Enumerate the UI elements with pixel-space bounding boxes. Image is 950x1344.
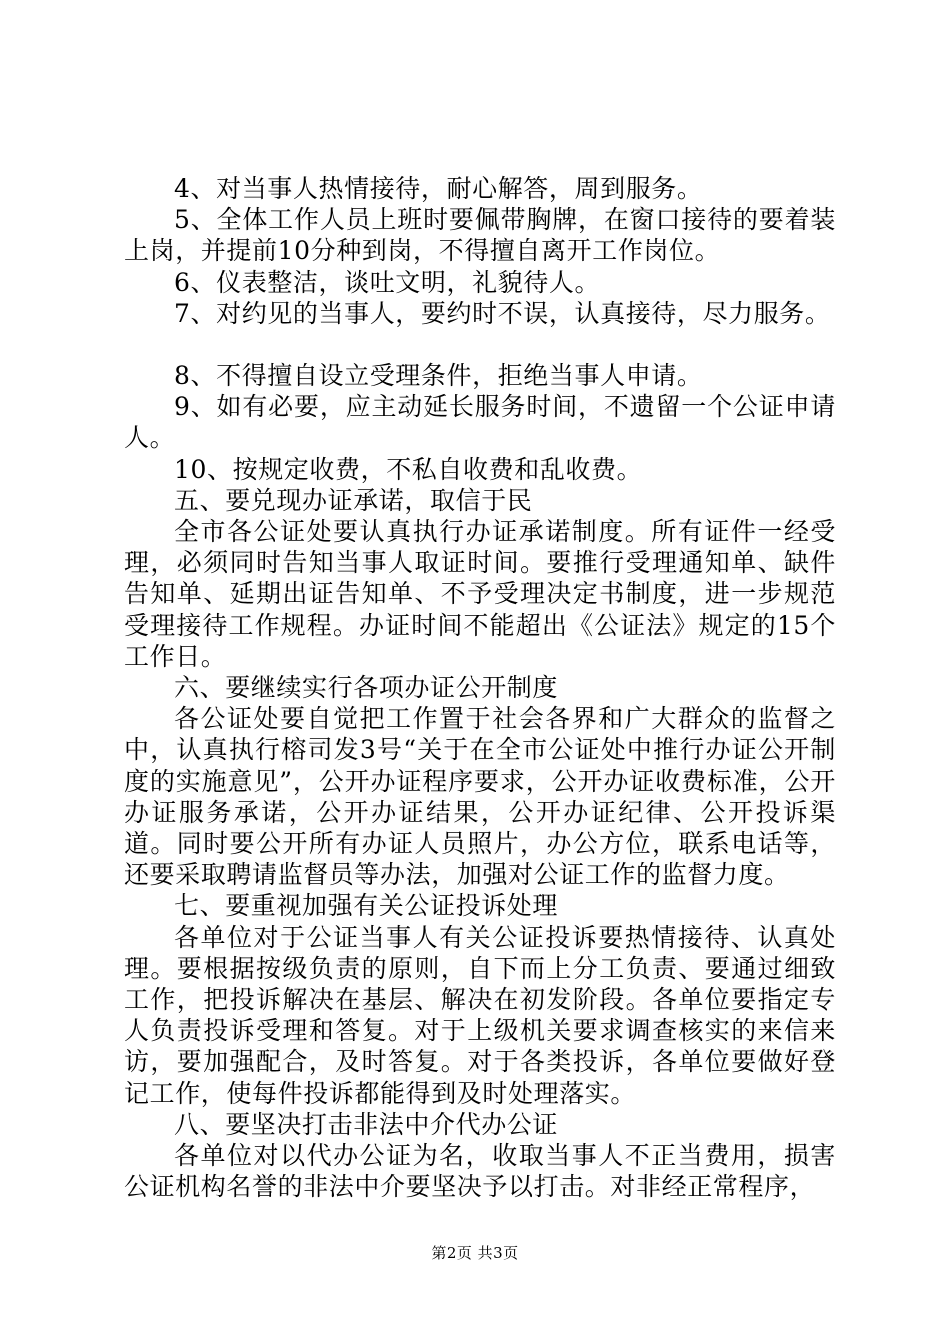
paragraph-item-4: 4、对当事人热情接待，耐心解答，周到服务。: [174, 174, 703, 203]
paragraph-item-6: 6、仪表整洁，谈吐文明，礼貌待人。: [174, 267, 601, 297]
section-body-8: 各单位对以代办公证为名，收取当事人不正当费用，损害公证机构名誉的非法中介要坚决予以打击。对非经正常程序，: [124, 1141, 836, 1202]
paragraph-item-10: 10、按规定收费，不私自收费和乱收费。: [174, 454, 643, 484]
section-body-5: 全市各公证处要认真执行办证承诺制度。所有证件一经受理，必须同时告知当事人取证时间。要推行受理通知单、缺件告知单、延期出证告知单、不予受理决定书制度，进一步规范受理接待工作规程。办证时间不能超出《公证法》规定的15个工作日。: [124, 517, 836, 671]
paragraph-item-7: 7、对约见的当事人，要约时不误，认真接待，尽力服务。: [174, 298, 831, 328]
section-body-6: 各公证处要自觉把工作置于社会各界和广大群众的监督之中，认真执行榕司发3号“关于在全市公证处中推行办证公开制度的实施意见”，公开办证程序要求，公开办证收费标准，公开办证服务承诺，公开办证结果，公开办证纪律、公开投诉渠道。同时要公开所有办证人员照片，办公方位，联系电话等，还要采取聘请监督员等办法，加强对公证工作的监督力度。: [124, 704, 836, 890]
section-body-7: 各单位对于公证当事人有关公证投诉要热情接待、认真处理。要根据按级负责的原则，自下而上分工负责、要通过细致工作，把投诉解决在基层、解决在初发阶段。各单位要指定专人负责投诉受理和答复。对于上级机关要求调查核实的来信来访，要加强配合，及时答复。对于各类投诉，各单位要做好登记工作，使每件投诉都能得到及时处理落实。: [124, 922, 836, 1108]
section-heading-7: 七、要重视加强有关公证投诉处理: [174, 891, 559, 921]
paragraph-item-8: 8、不得擅自设立受理条件，拒绝当事人申请。: [174, 361, 703, 391]
page-footer: 第2页 共3页: [431, 1244, 519, 1262]
document-body: [124, 173, 836, 1203]
paragraph-item-9: 9、如有必要，应主动延长服务时间，不遗留一个公证申请人。: [124, 392, 836, 453]
paragraph-item-5: 5、全体工作人员上班时要佩带胸牌，在窗口接待的要着装上岗，并提前10分种到岗，不得擅自离开工作岗位。: [124, 205, 836, 266]
section-heading-5: 五、要兑现办证承诺，取信于民: [174, 485, 533, 515]
section-heading-6: 六、要继续实行各项办证公开制度: [174, 673, 559, 703]
section-heading-8: 八、要坚决打击非法中介代办公证: [174, 1109, 559, 1139]
